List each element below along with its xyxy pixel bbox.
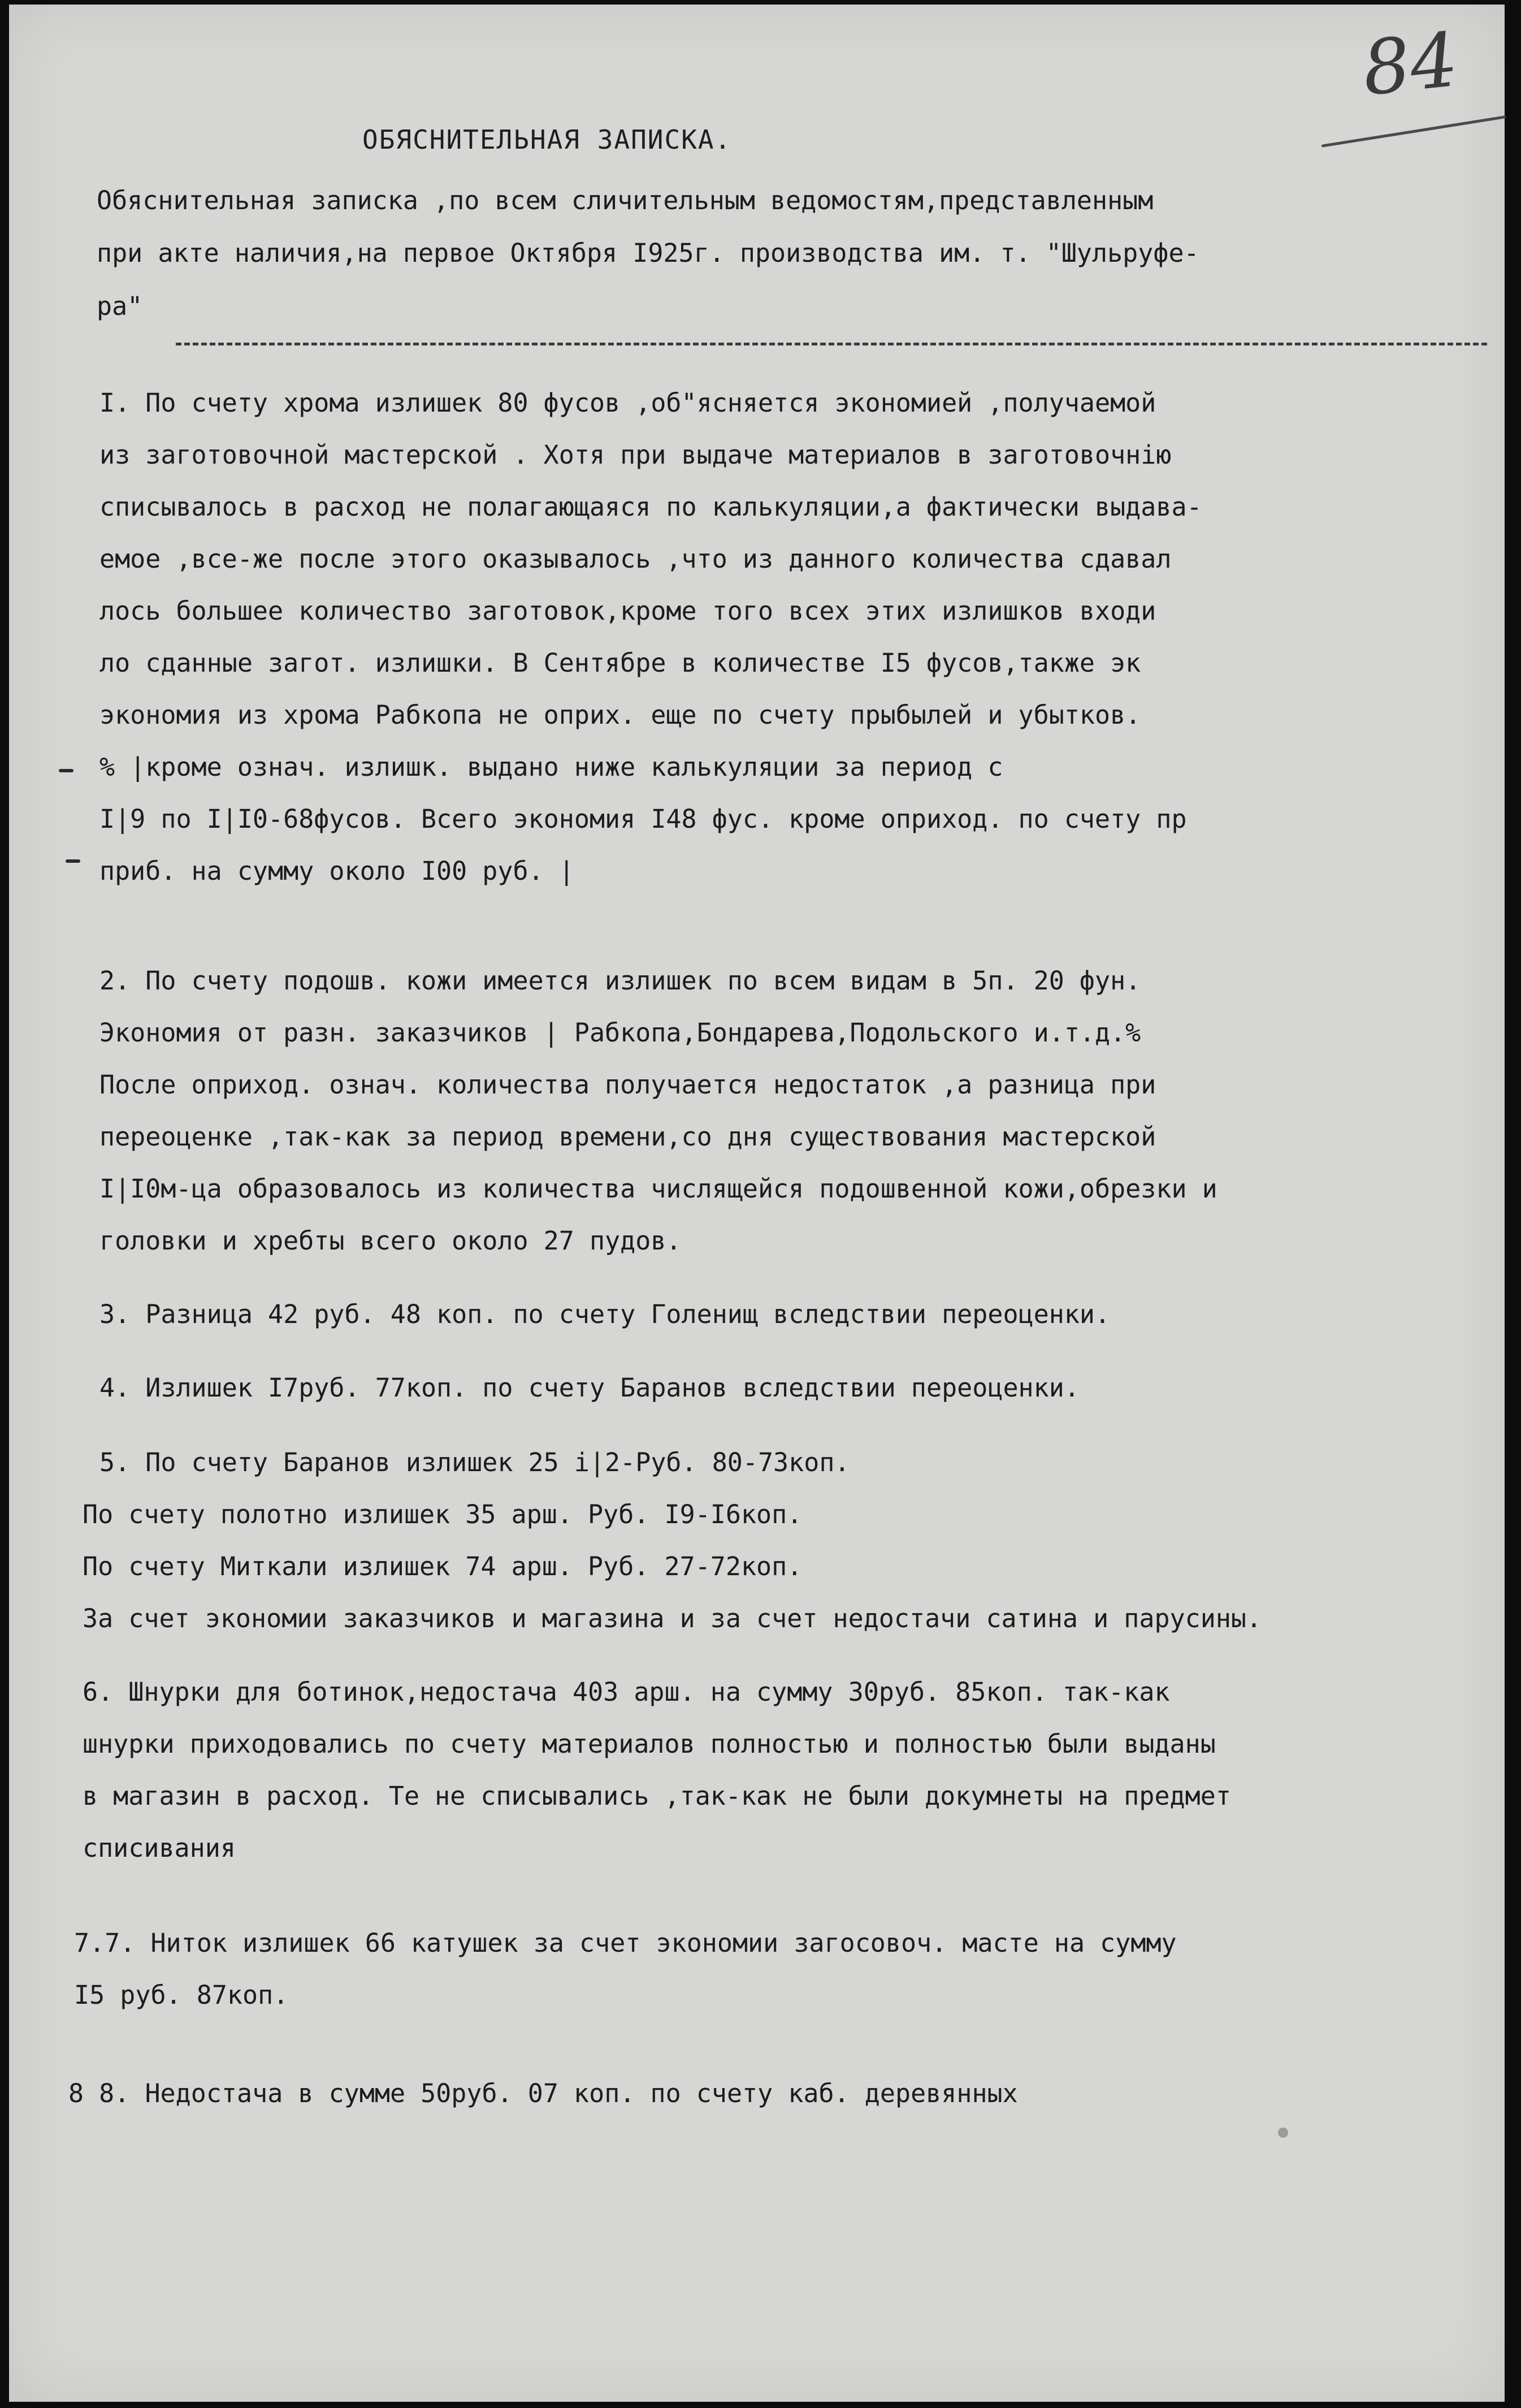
document-page xyxy=(9,5,1505,2402)
text-line: 3. Разница 42 руб. 48 коп. по счету Голенищ вследствии переоценки. xyxy=(99,1299,1111,1329)
text-line: списывалось в расход не полагающаяся по калькуляции,а фактически выдава- xyxy=(99,492,1202,522)
margin-pen-mark xyxy=(66,859,80,863)
text-line: I. По счету хрома излишек 80 фусов ,об"ясняется экономией ,получаемой xyxy=(99,388,1156,418)
handwritten-underline xyxy=(1321,115,1506,148)
text-line: емое ,все-же после этого оказывалось ,что из данного количества сдавал xyxy=(99,544,1172,574)
text-line: 8 8. Недостача в сумме 50руб. 07 коп. по счету каб. деревянных xyxy=(68,2078,1018,2108)
text-line: списивания xyxy=(83,1833,236,1863)
text-line: ра" xyxy=(97,291,143,321)
paper-speck xyxy=(1278,2128,1288,2138)
text-line: из заготовочной мастерской . Хотя при выдаче материалов в заготовочнiю xyxy=(99,440,1172,470)
text-line: лось большее количество заготовок,кроме того всех этих излишков входи xyxy=(99,596,1156,626)
document-title: ОБЯСНИТЕЛЬНАЯ ЗАПИСКА. xyxy=(362,124,732,155)
text-line: 2. По счету подошв. кожи имеется излишек по всем видам в 5п. 20 фун. xyxy=(99,966,1141,996)
dashed-separator xyxy=(176,343,1487,345)
text-line: приб. на сумму около I00 руб. | xyxy=(99,856,574,886)
text-line: I|I0м-ца образовалось из количества числящейся подошвенной кожи,обрезки и xyxy=(99,1174,1217,1204)
text-line: головки и хребты всего около 27 пудов. xyxy=(99,1226,682,1256)
text-line: ло сданные загот. излишки. В Сентябре в количестве I5 фусов,также эк xyxy=(99,648,1141,678)
text-line: 6. Шнурки для ботинок,недостача 403 арш. на сумму 30руб. 85коп. так-как xyxy=(83,1677,1170,1707)
text-line: при акте наличия,на первое Октября I925г. производства им. т. "Шульруфе- xyxy=(97,238,1199,268)
text-line: экономия из хрома Рабкопа не оприх. еще по счету прыбылей и убытков. xyxy=(99,700,1141,730)
text-line: По счету полотно излишек 35 арш. Руб. I9-I6коп. xyxy=(83,1499,803,1529)
text-line: За счет экономии заказчиков и магазина и за счет недостачи сатина и парусины. xyxy=(83,1603,1262,1633)
text-line: шнурки приходовались по счету материалов полностью и полностью были выданы xyxy=(83,1729,1216,1759)
text-line: I|9 по I|I0-68фусов. Всего экономия I48 фус. кроме оприход. по счету пр xyxy=(99,804,1187,834)
text-line: 7.7. Ниток излишек 66 катушек за счет экономии загосовоч. масте на сумму xyxy=(74,1928,1177,1958)
text-line: 4. Излишек I7руб. 77коп. по счету Баранов вследствии переоценки. xyxy=(99,1373,1080,1403)
text-line: в магазин в расход. Те не списывались ,так-как не были докумнеты на предмет xyxy=(83,1781,1231,1811)
text-line: После оприход. означ. количества получается недостаток ,а разница при xyxy=(99,1070,1156,1100)
margin-pen-mark xyxy=(59,769,73,772)
text-line: 5. По счету Баранов излишек 25 i|2-Руб. 80-73коп. xyxy=(99,1447,850,1477)
text-line: По счету Миткали излишек 74 арш. Руб. 27-72коп. xyxy=(83,1551,803,1581)
text-line: I5 руб. 87коп. xyxy=(74,1980,289,2010)
text-line: переоценке ,так-как за период времени,со дня существования мастерской xyxy=(99,1122,1156,1152)
handwritten-page-number: 84 xyxy=(1358,16,1462,113)
text-line: % |кроме означ. излишк. выдано ниже калькуляции за период с xyxy=(99,752,1003,782)
text-line: Обяснительная записка ,по всем сличительным ведомостям,представленным xyxy=(97,185,1154,215)
text-line: Экономия от разн. заказчиков | Рабкопа,Бондарева,Подольского и.т.д.% xyxy=(99,1018,1141,1048)
